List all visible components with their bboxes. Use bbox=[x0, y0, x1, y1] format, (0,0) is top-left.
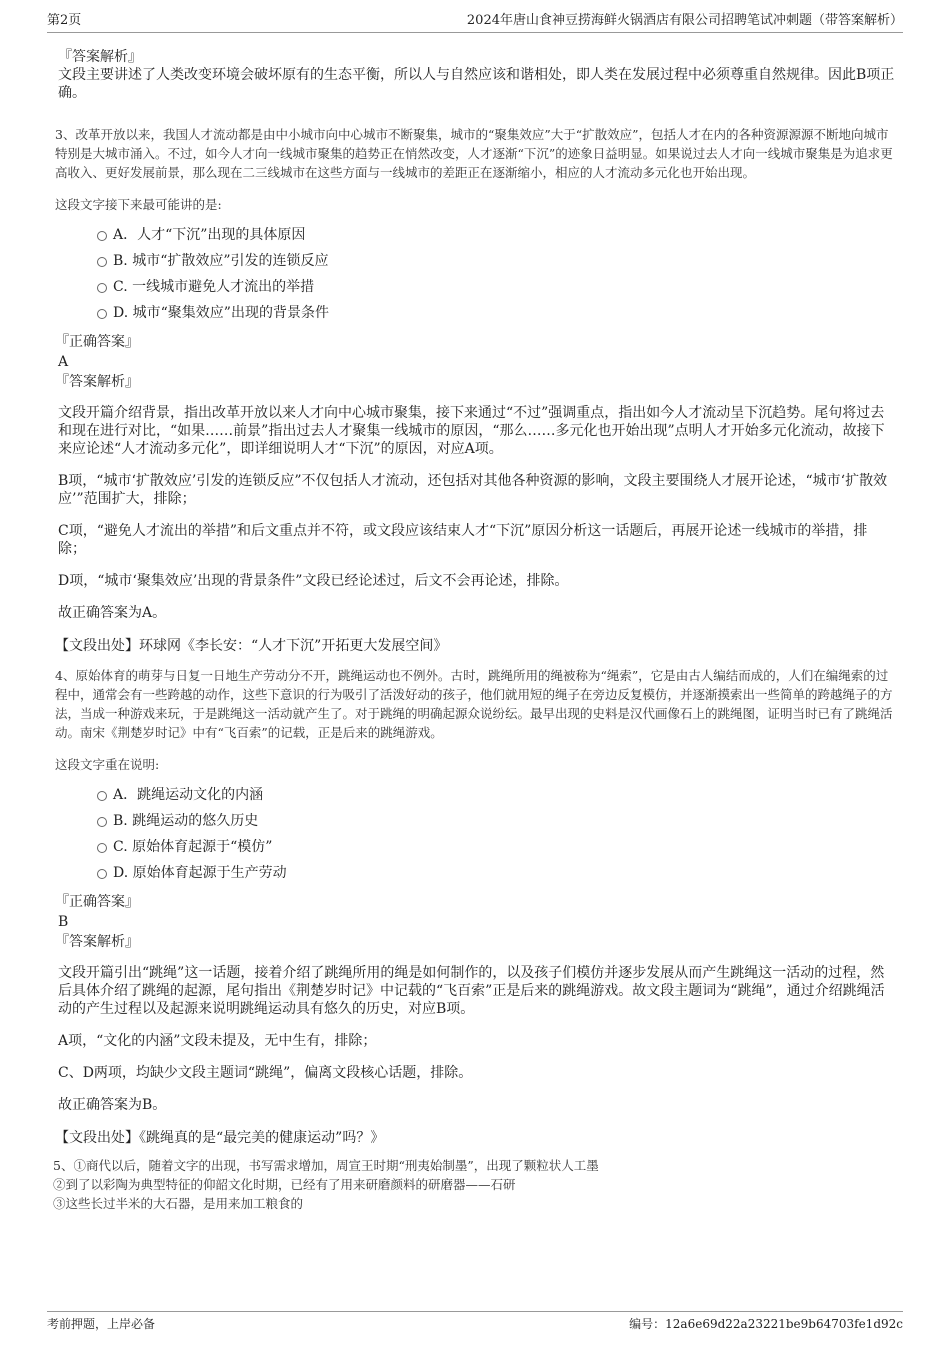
option-label: B. 跳绳运动的悠久历史 bbox=[113, 813, 259, 829]
q3-option-c[interactable] bbox=[97, 274, 895, 300]
q3-source: 【文段出处】环球网《李长安：“人才下沉”开拓更大发展空间》 bbox=[55, 638, 448, 654]
q3-analysis-para: 故正确答案为A。 bbox=[58, 605, 167, 621]
q4-analysis-para: 文段开篇引出“跳绳”这一话题，接着介绍了跳绳所用的绳是如何制作的，以及孩子们模仿并逐步发展从而产生跳绳这一活动的过程，然后具体介绍了跳绳的起源，尾句指出《荆楚岁时记》中记载的“飞百索”正是后来的跳绳游戏。故文段主题词为“跳绳”，通过介绍跳绳活动的产生过程以及起源来说明跳绳运动具有悠久的历史，对应B项。 bbox=[58, 965, 885, 1017]
q3-option-b[interactable] bbox=[97, 248, 895, 274]
q3-analysis-para: B项，“城市‘扩散效应’引发的连锁反应”不仅包括人才流动，还包括对其他各种资源的影响，文段主要围绕人才展开论述，“城市‘扩散效应’”范围扩大，排除； bbox=[58, 473, 888, 507]
q4-analysis-label: 『答案解析』 bbox=[55, 934, 139, 950]
q2-analysis-label: 『答案解析』 bbox=[58, 49, 142, 65]
q4-option-b[interactable] bbox=[97, 808, 895, 834]
q4-option-d[interactable] bbox=[97, 860, 895, 886]
q4-option-c[interactable] bbox=[97, 834, 895, 860]
option-label: A．人才“下沉”出现的具体原因 bbox=[113, 227, 306, 243]
radio-icon[interactable] bbox=[97, 309, 107, 319]
footer-code: 编号：12a6e69d22a23221be9b64703fe1d92c bbox=[629, 1317, 903, 1331]
q4-analysis-para: 故正确答案为B。 bbox=[58, 1097, 167, 1113]
q3-stem: 3、改革开放以来，我国人才流动都是由中小城市向中心城市不断聚集，城市的“聚集效应”大于“扩散效应”，包括人才在内的各种资源源源不断地向城市特别是大城市涌入。不过，如今人才向一线城市聚集的趋势正在悄然改变，人才逐渐“下沉”的迹象日益明显。如果说过去人才向一线城市聚集是为追求更高收入、更好发展前景，那么现在二三线城市在这些方面与一线城市的差距正在逐渐缩小，相应的人才流动多元化也开始出现。 bbox=[55, 127, 893, 180]
radio-icon[interactable] bbox=[97, 283, 107, 293]
q3-correct-answer: A bbox=[58, 354, 69, 370]
radio-icon[interactable] bbox=[97, 791, 107, 801]
page-number: 第2页 bbox=[47, 13, 82, 28]
q4-option-a[interactable] bbox=[97, 782, 895, 808]
q5-line: 5、①商代以后，随着文字的出现，书写需求增加，周宣王时期“刑夷始制墨”，出现了颗粒状人工墨 bbox=[53, 1158, 599, 1173]
q3-option-a[interactable] bbox=[97, 222, 895, 248]
radio-icon[interactable] bbox=[97, 843, 107, 853]
q2-analysis bbox=[55, 48, 895, 102]
q4-correct-label: 『正确答案』 bbox=[55, 894, 139, 910]
footer-slogan: 考前押题，上岸必备 bbox=[47, 1317, 156, 1331]
q3-analysis-para: D项，“城市‘聚集效应’出现的背景条件”文段已经论述过，后文不会再论述，排除。 bbox=[58, 573, 569, 589]
q2-analysis-text: 文段主要讲述了人类改变环境会破坏原有的生态平衡，所以人与自然应该和谐相处，即人类在发展过程中必须尊重自然规律。因此B项正确。 bbox=[58, 67, 895, 101]
question-4 bbox=[55, 666, 895, 1148]
option-label: C. 原始体育起源于“模仿” bbox=[113, 839, 273, 855]
q3-option-d[interactable] bbox=[97, 300, 895, 326]
option-label: D. 原始体育起源于生产劳动 bbox=[113, 865, 287, 881]
q3-analysis-para: 文段开篇介绍背景，指出改革开放以来人才向中心城市聚集，接下来通过“不过”强调重点，指出如今人才流动呈下沉趋势。尾句将过去和现在进行对比，“如果……前景”指出过去人才聚集一线城市的原因，“那么……多元化也开始出现”点明人才开始多元化流动，故接下来应论述“人才流动多元化”，即详细说明人才“下沉”的原因，对应A项。 bbox=[58, 405, 885, 457]
q5-line: ③这些长过半米的大石器，是用来加工粮食的 bbox=[53, 1196, 304, 1211]
page-footer bbox=[47, 1311, 903, 1332]
q4-stem: 4、原始体育的萌芽与日复一日地生产劳动分不开，跳绳运动也不例外。古时，跳绳所用的绳被称为“绳索”，它是由古人编结而成的，人们在编绳索的过程中，通常会有一些跨越的动作，这些下意识的行为吸引了活泼好动的孩子，他们就用短的绳子在旁边反复模仿，并逐渐摸索出一些简单的跨越绳子的方法，当成一种游戏来玩，于是跳绳这一活动就产生了。对于跳绳的明确起源众说纷纭。最早出现的史料是汉代画像石上的跳绳图，证明当时已有了跳绳活动。南宋《荆楚岁时记》中有“飞百索”的记载，正是后来的跳绳游戏。 bbox=[55, 668, 893, 740]
radio-icon[interactable] bbox=[97, 817, 107, 827]
radio-icon[interactable] bbox=[97, 231, 107, 241]
page-header bbox=[47, 12, 903, 33]
option-label: A．跳绳运动文化的内涵 bbox=[113, 787, 264, 803]
page-content bbox=[55, 48, 895, 1213]
q4-correct-answer: B bbox=[58, 914, 69, 930]
q4-source: 【文段出处】《跳绳真的是“最完美的健康运动”吗？》 bbox=[55, 1130, 385, 1146]
document-title: 2024年唐山食神豆捞海鲜火锅酒店有限公司招聘笔试冲刺题（带答案解析） bbox=[466, 13, 903, 28]
radio-icon[interactable] bbox=[97, 257, 107, 267]
q3-correct-label: 『正确答案』 bbox=[55, 334, 139, 350]
q4-analysis-para: A项，“文化的内涵”文段未提及，无中生有，排除； bbox=[58, 1033, 377, 1049]
q5-line: ②到了以彩陶为典型特征的仰韶文化时期，已经有了用来研磨颜料的研磨器——石研 bbox=[53, 1177, 516, 1192]
q4-analysis-para: C、D两项，均缺少文段主题词“跳绳”，偏离文段核心话题，排除。 bbox=[58, 1065, 473, 1081]
q4-ask: 这段文字重在说明: bbox=[55, 757, 160, 772]
option-label: B. 城市“扩散效应”引发的连锁反应 bbox=[113, 253, 329, 269]
q4-analysis bbox=[55, 964, 895, 1114]
question-3 bbox=[55, 125, 895, 656]
option-label: D. 城市“聚集效应”出现的背景条件 bbox=[113, 305, 329, 321]
q3-options bbox=[55, 222, 895, 326]
q3-ask: 这段文字接下来最可能讲的是: bbox=[55, 197, 222, 212]
q3-analysis bbox=[55, 404, 895, 622]
q3-analysis-para: C项，“避免人才流出的举措”和后文重点并不符，或文段应该结束人才“下沉”原因分析这一话题后，再展开论述一线城市的举措，排除； bbox=[58, 523, 868, 557]
q4-options bbox=[55, 782, 895, 886]
radio-icon[interactable] bbox=[97, 869, 107, 879]
option-label: C. 一线城市避免人才流出的举措 bbox=[113, 279, 315, 295]
question-5 bbox=[53, 1156, 895, 1213]
q3-analysis-label: 『答案解析』 bbox=[55, 374, 139, 390]
